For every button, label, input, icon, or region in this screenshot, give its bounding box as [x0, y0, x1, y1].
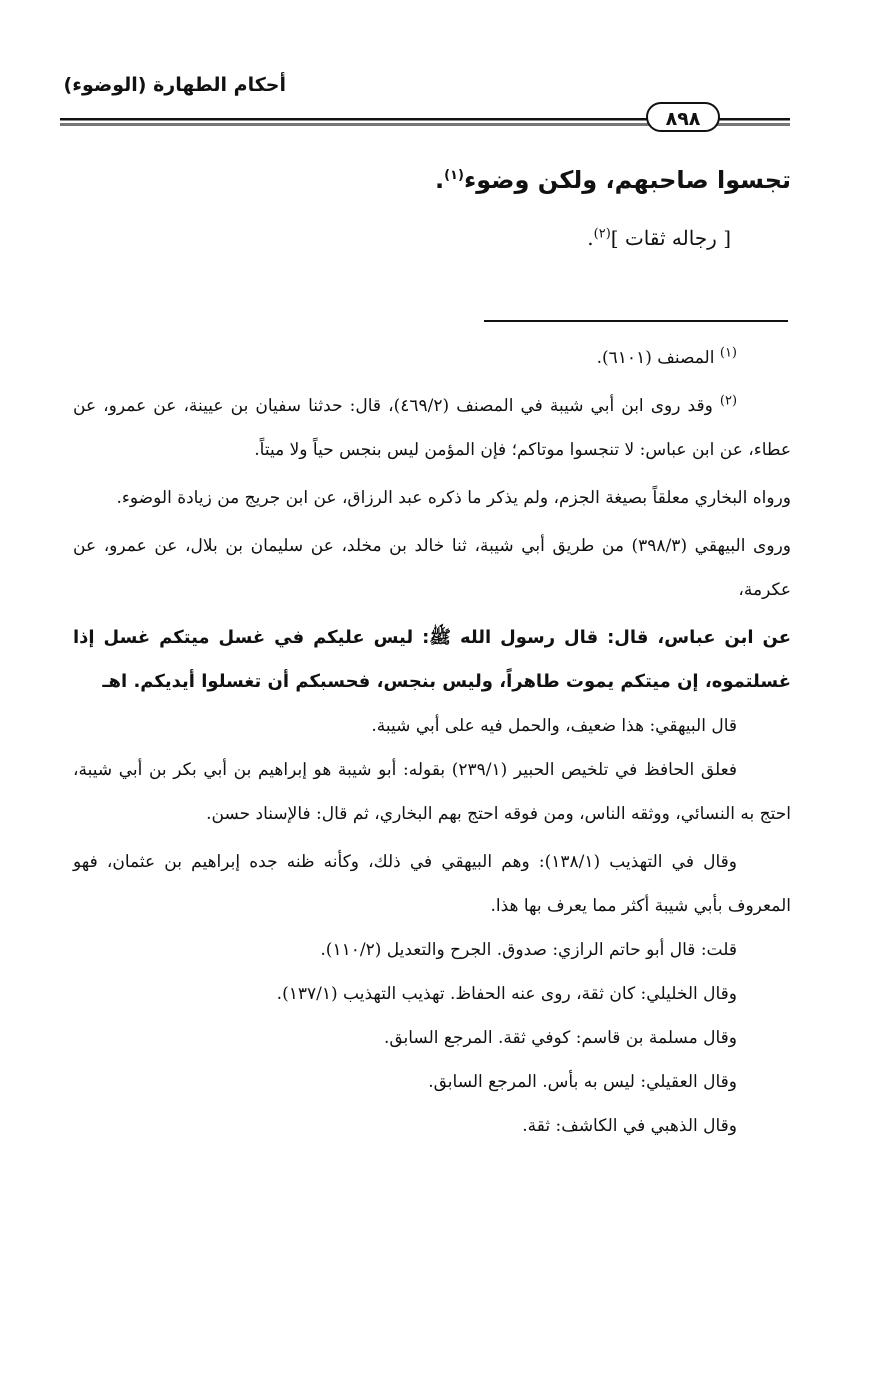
footnote-paragraph-10: وقال مسلمة بن قاسم: كوفي ثقة. المرجع السابق.	[383, 1028, 737, 1048]
narrator-grading	[91, 218, 731, 258]
footnote-paragraph-7: وقال في التهذيب (١٣٨/١): وهم البيهقي في ذلك، وكأنه ظنه جده إبراهيم بن عثمان، فهو المعروف بأبي شيبة أكثر مما يعرف بها هذا.	[73, 852, 791, 916]
footnote-separator	[484, 320, 788, 322]
footnote-ref-2[interactable]: (٢)	[593, 226, 611, 242]
footnotes	[73, 336, 791, 1148]
footnote-paragraph-12: وقال الذهبي في الكاشف: ثقة.	[522, 1116, 737, 1136]
footnote-hadith: عن ابن عباس، قال: قال رسول الله ﷺ: ليس عليكم في غسل ميتكم غسل إذا غسلتموه، إن ميتكم يموت طاهراً، وليس بنجس، فحسبكم أن تغسلوا أيديكم. اهـ	[73, 627, 791, 692]
page-number: ٨٩٨	[646, 102, 720, 132]
main-text-line	[91, 160, 791, 200]
footnote-paragraph-6: فعلق الحافظ في تلخيص الحبير (٢٣٩/١) بقوله: أبو شيبة هو إبراهيم بن أبي بكر بن أبي شيبة، احتج به النسائي، ووثقه الناس، ومن فوقه احتج بهم البخاري، ثم قال: فالإسناد حسن.	[73, 760, 791, 824]
footnote-1-text: المصنف (٦١٠١).	[596, 348, 715, 368]
footnote-2-text: وقد روى ابن أبي شيبة في المصنف (٤٦٩/٢)، قال: حدثنا سفيان بن عيينة، عن عمرو، عن عطاء، عن ابن عباس: لا تنجسوا موتاكم؛ فإن المؤمن ليس بنجس حياً ولا ميتاً.	[73, 396, 791, 460]
main-text-end: .	[434, 166, 445, 194]
footnote-paragraph-5: قال البيهقي: هذا ضعيف، والحمل فيه على أبي شيبة.	[371, 716, 737, 736]
footnote-paragraph-3: وروى البيهقي (٣٩٨/٣) من طريق أبي شيبة، ثنا خالد بن مخلد، عن سليمان بن بلال، عن عمرو، عن عكرمة،	[73, 536, 791, 600]
grading-end: .	[587, 226, 594, 250]
grading-text: [ رجاله ثقات ]	[610, 226, 731, 250]
running-title: أحكام الطهارة (الوضوء)	[63, 74, 286, 96]
footnote-1	[73, 336, 791, 380]
footnote-paragraph-8: قلت: قال أبو حاتم الرازي: صدوق. الجرح والتعديل (١١٠/٢).	[320, 940, 737, 960]
main-text: تجسوا صاحبهم، ولكن وضوء	[463, 166, 791, 194]
footnote-paragraph-11: وقال العقيلي: ليس به بأس. المرجع السابق.	[428, 1072, 737, 1092]
footnote-2-marker: (٢)	[719, 393, 738, 409]
footnote-paragraph-2: ورواه البخاري معلقاً بصيغة الجزم، ولم يذكر ما ذكره عبد الرزاق، عن ابن جريج من زيادة الوضوء.	[116, 488, 791, 508]
footnote-paragraph-9: وقال الخليلي: كان ثقة، روى عنه الحفاظ. تهذيب التهذيب (١٣٧/١).	[276, 984, 737, 1004]
footnote-2	[73, 384, 791, 472]
footnote-1-marker: (١)	[719, 345, 737, 361]
footnote-ref-1[interactable]: (١)	[444, 168, 464, 183]
